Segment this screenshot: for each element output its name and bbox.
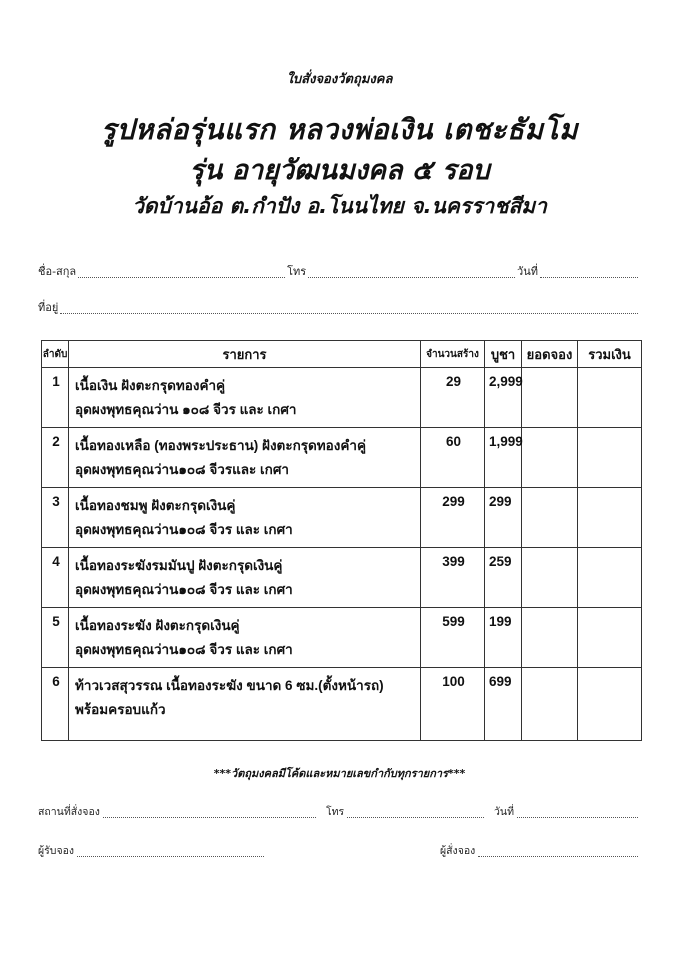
quantity-made: 60: [421, 428, 485, 488]
date-label: วันที่: [517, 265, 538, 278]
reserved-field[interactable]: [522, 548, 578, 608]
reserved-field[interactable]: [522, 608, 578, 668]
total-field[interactable]: [578, 668, 642, 741]
table-row: [42, 428, 642, 488]
quantity-made: 299: [421, 488, 485, 548]
footer-date-field[interactable]: [517, 807, 638, 818]
total-field[interactable]: [578, 368, 642, 428]
place-row: [38, 803, 318, 820]
header-no: ลำดับ: [42, 341, 69, 368]
item-line-1: เนื้อทองระฆัง ฝังตะกรุดเงินคู่: [75, 618, 240, 633]
item-line-2: อุดผงพุทธคุณว่าน๑๐๘ จีวรและ เกศา: [75, 462, 289, 477]
row-number: 6: [42, 668, 69, 741]
item-description: [69, 548, 421, 608]
item-description: [69, 488, 421, 548]
item-line-2: อุดผงพุทธคุณว่าน ๑๐๘ จีวร และ เกศา: [75, 402, 297, 417]
order-table: [41, 340, 642, 741]
header-total: รวมเงิน: [578, 341, 642, 368]
table-row: [42, 548, 642, 608]
item-line-2: อุดผงพุทธคุณว่าน๑๐๘ จีวร และ เกศา: [75, 582, 293, 597]
item-line-2: อุดผงพุทธคุณว่าน๑๐๘ จีวร และ เกศา: [75, 642, 293, 657]
item-line-1: เนื้อทองเหลือ (ทองพระประธาน) ฝังตะกรุดทองคำคู่: [75, 438, 367, 453]
quantity-made: 399: [421, 548, 485, 608]
date-field[interactable]: [540, 267, 638, 278]
price: 299: [485, 488, 522, 548]
item-description: [69, 428, 421, 488]
reserved-field[interactable]: [522, 488, 578, 548]
price: 199: [485, 608, 522, 668]
orderer-label: ผู้สั่งจอง: [440, 845, 476, 857]
quantity-made: 29: [421, 368, 485, 428]
reserved-field[interactable]: [522, 368, 578, 428]
address-label: ที่อยู่: [38, 301, 59, 314]
price: 259: [485, 548, 522, 608]
total-field[interactable]: [578, 488, 642, 548]
reserved-field[interactable]: [522, 668, 578, 741]
name-field[interactable]: [78, 267, 285, 278]
table-row: [42, 668, 642, 741]
quantity-made: 599: [421, 608, 485, 668]
place-field[interactable]: [103, 807, 316, 818]
title-line-1: รูปหล่อรุ่นแรก หลวงพ่อเงิน เตชะธัมโม: [101, 113, 578, 146]
title-line-2: รุ่น อายุวัฒนมงคล ๕ รอบ: [189, 155, 490, 186]
row-number: 4: [42, 548, 69, 608]
item-line-2: พร้อมครอบแก้ว: [75, 702, 166, 717]
row-number: 2: [42, 428, 69, 488]
table-row: [42, 608, 642, 668]
name-label: ชื่อ-สกุล: [38, 265, 77, 278]
orderer-field[interactable]: [478, 846, 638, 857]
document-label: ใบสั่งจองวัตถุมงคล: [286, 72, 393, 87]
footer-date-row: [494, 803, 640, 820]
header-reserved: ยอดจอง: [522, 341, 578, 368]
receiver-label: ผู้รับจอง: [38, 845, 75, 857]
item-line-2: อุดผงพุทธคุณว่าน๑๐๘ จีวร และ เกศา: [75, 522, 293, 537]
total-field[interactable]: [578, 548, 642, 608]
customer-info-row: [38, 262, 640, 280]
receiver-row: [38, 842, 266, 859]
row-number: 1: [42, 368, 69, 428]
price: 1,999: [485, 428, 522, 488]
table-row: [42, 368, 642, 428]
header-item: รายการ: [69, 341, 421, 368]
row-number: 3: [42, 488, 69, 548]
place-label: สถานที่สั่งจอง: [38, 806, 100, 818]
code-note: ***วัตถุมงคลมีโค้ดและหมายเลขกำกับทุกรายการ***: [213, 767, 466, 780]
price: 699: [485, 668, 522, 741]
item-line-1: เนื้อเงิน ฝังตะกรุดทองคำคู่: [75, 378, 226, 393]
price: 2,999: [485, 368, 522, 428]
receiver-field[interactable]: [77, 846, 264, 857]
footer-phone-field[interactable]: [347, 807, 484, 818]
quantity-made: 100: [421, 668, 485, 741]
item-line-1: เนื้อทองชมพู ฝังตะกรุดเงินคู่: [75, 498, 236, 513]
footer-phone-label: โทร: [326, 806, 345, 818]
table-row: [42, 488, 642, 548]
address-field[interactable]: [60, 303, 638, 314]
total-field[interactable]: [578, 608, 642, 668]
item-description: [69, 368, 421, 428]
reserved-field[interactable]: [522, 428, 578, 488]
header-price: บูชา: [485, 341, 522, 368]
orderer-row: [440, 842, 640, 859]
item-description: [69, 608, 421, 668]
title-line-3: วัดบ้านอ้อ ต.กำปัง อ.โนนไทย จ.นครราชสีมา: [132, 194, 547, 218]
phone-field[interactable]: [308, 267, 515, 278]
item-line-1: เนื้อทองระฆังรมมันปู ฝังตะกรุดเงินคู่: [75, 558, 283, 573]
row-number: 5: [42, 608, 69, 668]
footer-date-label: วันที่: [494, 806, 514, 818]
footer-phone-row: [326, 803, 486, 820]
table-header-row: [42, 341, 642, 368]
header-quantity-made: จำนวนสร้าง: [421, 341, 485, 368]
phone-label: โทร: [287, 265, 307, 278]
address-row: [38, 298, 640, 316]
total-field[interactable]: [578, 428, 642, 488]
item-line-1: ท้าวเวสสุวรรณ เนื้อทองระฆัง ขนาด 6 ซม.(ตั้งหน้ารถ): [75, 678, 384, 693]
item-description: [69, 668, 421, 741]
